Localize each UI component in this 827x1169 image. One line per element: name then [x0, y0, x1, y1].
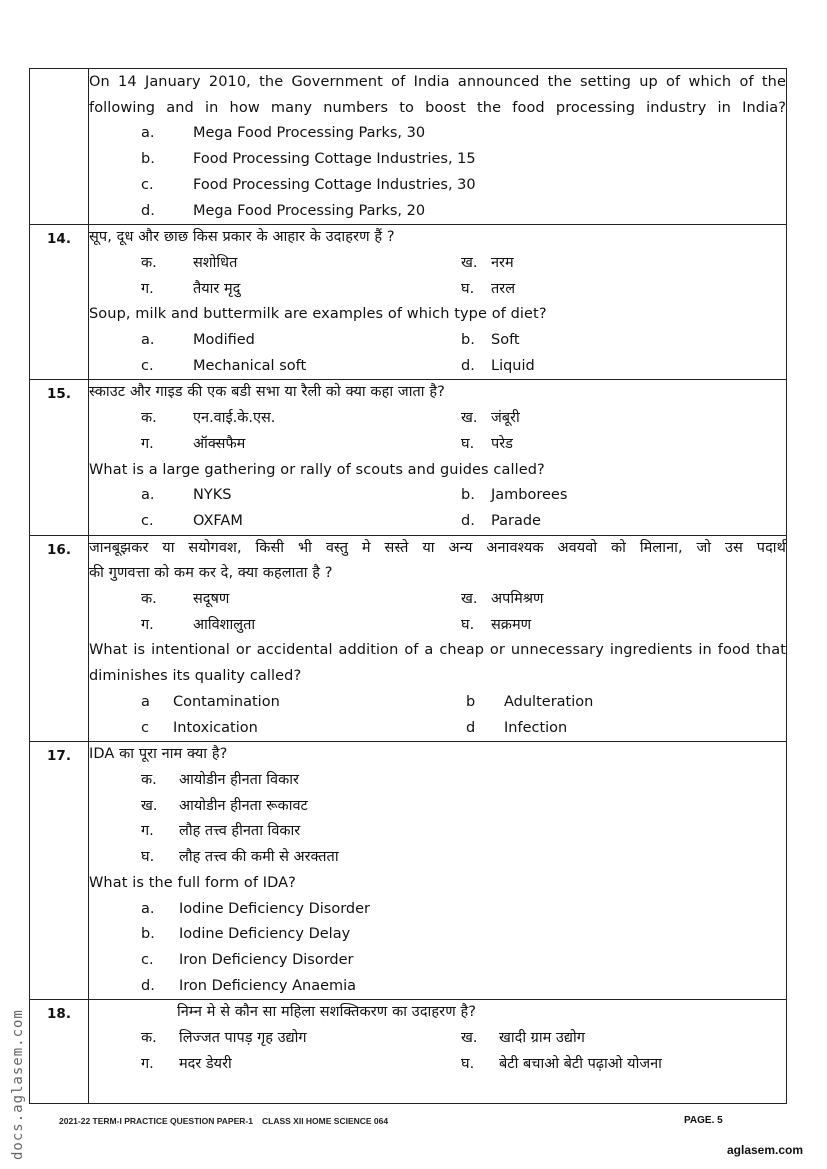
option-c: c. Food Processing Cottage Industries, 30 — [141, 176, 476, 193]
question-17-english: What is the full form of IDA? — [89, 874, 296, 891]
options-row-1: a Contamination b Adulteration — [141, 693, 594, 710]
question-13-body — [89, 69, 787, 225]
option-d: d. Mega Food Processing Parks, 20 — [141, 202, 426, 219]
question-17-body — [89, 742, 787, 1000]
question-number: 15. — [30, 380, 89, 535]
question-17-row — [30, 742, 787, 1000]
question-number: 18. — [30, 1000, 89, 1104]
question-16-hindi-line2: की गुणवत्ता को कम कर दे, क्या कहलाता है ? — [89, 565, 333, 582]
hindi-options-row-2: ग. ऑक्सफैम घ. परेड — [141, 435, 513, 452]
hindi-option-1: क. आयोडीन हीनता विकार — [141, 771, 299, 788]
option-b: b. Iodine Deficiency Delay — [141, 926, 351, 943]
question-15-body — [89, 380, 787, 535]
footer-paper-title: 2021-22 TERM-I PRACTICE QUESTION PAPER-1 — [59, 1116, 253, 1126]
hindi-options-row-1: क. लिज्जत पापड़ गृह उद्योग ख. खादी ग्राम उद्योग — [141, 1030, 585, 1047]
question-13-text-line2: following and in how many numbers to boost the food processing industry in India? — [89, 99, 786, 116]
side-watermark: docs.aglasem.com — [10, 1009, 26, 1160]
question-13-row — [30, 69, 787, 225]
option-d: d. Iron Deficiency Anaemia — [141, 977, 357, 994]
options-row-2: c. Mechanical soft d. Liquid — [141, 357, 535, 374]
question-16-english-line2: diminishes its quality called? — [89, 668, 302, 685]
question-14-body — [89, 225, 787, 380]
question-14-row — [30, 225, 787, 380]
question-15-english: What is a large gathering or rally of scouts and guides called? — [89, 461, 545, 478]
hindi-options-row-1: क. सशोधित ख. नरम — [141, 254, 514, 271]
hindi-option-3: ग. लौह तत्त्व हीनता विकार — [141, 823, 301, 840]
footer-class-subject: CLASS XII HOME SCIENCE 064 — [262, 1116, 389, 1126]
question-18-body — [89, 1000, 787, 1104]
hindi-option-2: ख. आयोडीन हीनता रूकावट — [141, 797, 308, 814]
question-number: 17. — [30, 742, 89, 1000]
question-15-hindi: स्काउट और गाइड की एक बडी सभा या रैली को क्या कहा जाता है? — [89, 384, 445, 401]
option-a: a. Mega Food Processing Parks, 30 — [141, 125, 426, 142]
question-18-row — [30, 1000, 787, 1104]
question-15-row — [30, 380, 787, 535]
page-number: PAGE. 5 — [684, 1115, 723, 1126]
question-number-cell — [30, 69, 89, 225]
question-14-hindi: सूप, दूध और छाछ किस प्रकार के आहार के उदाहरण हैं ? — [89, 229, 395, 246]
option-b: b. Food Processing Cottage Industries, 15 — [141, 151, 476, 168]
hindi-options-row-2: ग. तैयार मृदु घ. तरल — [141, 280, 516, 297]
question-16-row — [30, 535, 787, 742]
hindi-options-row-1: क. एन.वाई.के.एस. ख. जंबूरी — [141, 410, 520, 427]
hindi-options-row-1: क. सदूषण ख. अपमिश्रण — [141, 591, 544, 608]
option-a: a. Iodine Deficiency Disorder — [141, 900, 371, 917]
question-number: 16. — [30, 535, 89, 742]
question-table — [29, 68, 787, 1104]
question-16-hindi-line1: जानबूझकर या सयोगवश, किसी भी वस्तु मे सस्ते या अन्य अनावश्यक अवयवो को मिलाना, जो उस पदार्थ — [89, 539, 786, 556]
question-number: 14. — [30, 225, 89, 380]
question-16-english-line1: What is intentional or accidental addition of a cheap or unnecessary ingredients in food that — [89, 642, 786, 659]
question-17-hindi: IDA का पूरा नाम क्या है? — [89, 746, 228, 763]
options-row-1: a. Modified b. Soft — [141, 332, 520, 349]
question-18-hindi: निम्न मे से कौन सा महिला सशक्तिकरण का उदाहरण है? — [177, 1004, 477, 1021]
question-16-body — [89, 535, 787, 742]
options-row-2: c. OXFAM d. Parade — [141, 512, 541, 529]
site-link[interactable]: aglasem.com — [727, 1143, 804, 1157]
question-13-text-line1: On 14 January 2010, the Government of India announced the setting up of which of the — [89, 74, 786, 90]
options-row-1: a. NYKS b. Jamborees — [141, 487, 568, 504]
question-14-english: Soup, milk and buttermilk are examples of which type of diet? — [89, 306, 547, 323]
hindi-option-4: घ. लौह तत्त्व की कमी से अरक्तता — [141, 849, 339, 866]
hindi-options-row-2: ग. मदर डेयरी घ. बेटी बचाओ बेटी पढ़ाओ योजना — [141, 1055, 662, 1072]
hindi-options-row-2: ग. आविशालुता घ. सक्रमण — [141, 616, 532, 633]
option-c: c. Iron Deficiency Disorder — [141, 951, 354, 968]
options-row-2: c Intoxication d Infection — [141, 719, 568, 736]
